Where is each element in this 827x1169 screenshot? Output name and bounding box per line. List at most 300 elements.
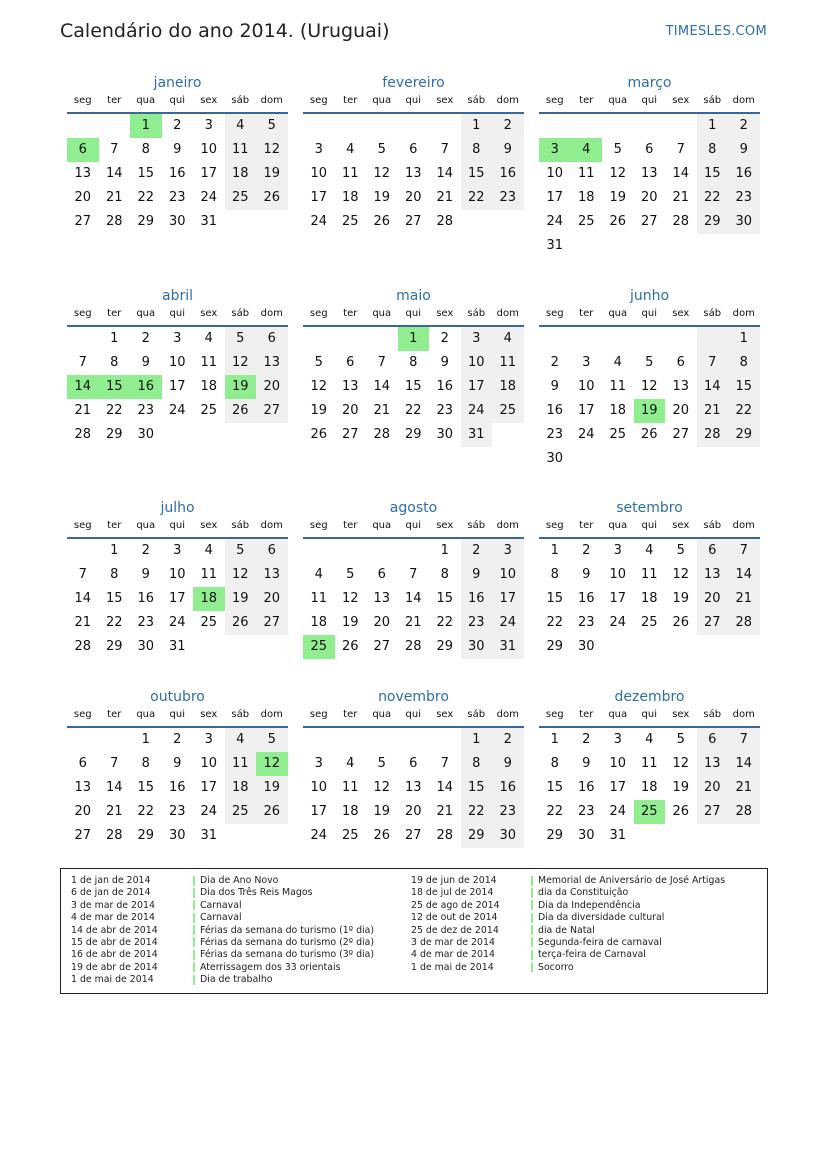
day-cell: 1 bbox=[141, 732, 150, 747]
weekday-label: seg bbox=[309, 95, 328, 106]
day-cell: 12 bbox=[609, 166, 627, 181]
month-abril bbox=[67, 285, 288, 447]
weekday-label: sex bbox=[200, 95, 218, 106]
weekday-label: ter bbox=[107, 709, 122, 720]
month-maio bbox=[303, 285, 524, 447]
legend-holiday-name: Férias da semana do turismo (1º dia) bbox=[193, 925, 374, 937]
month-junho bbox=[539, 285, 760, 471]
day-cell: 31 bbox=[200, 214, 218, 229]
day-cell: 8 bbox=[461, 138, 493, 162]
day-cell: 27 bbox=[672, 427, 690, 442]
weekday-label: seg bbox=[73, 308, 92, 319]
weekday-label: dom bbox=[496, 709, 519, 720]
day-cell: 18 bbox=[341, 804, 359, 819]
day-cell: 26 bbox=[672, 804, 690, 819]
day-cell: 5 bbox=[346, 567, 355, 582]
holiday-marker bbox=[531, 900, 533, 910]
empty-cell bbox=[634, 327, 666, 351]
day-cell: 5 bbox=[225, 539, 257, 563]
day-cell: 8 bbox=[110, 567, 119, 582]
day-cell: 25 bbox=[200, 403, 218, 418]
weekday-label: ter bbox=[579, 308, 594, 319]
day-cell: 12 bbox=[672, 567, 690, 582]
day-cell: 2 bbox=[550, 355, 559, 370]
day-cell: 11 bbox=[640, 756, 658, 771]
day-cell: 5 bbox=[676, 732, 685, 747]
day-cell: 25 bbox=[492, 399, 524, 423]
holiday-day: 16 bbox=[130, 375, 162, 399]
day-cell: 13 bbox=[697, 563, 729, 587]
day-cell: 22 bbox=[697, 186, 729, 210]
month-name: março bbox=[627, 75, 672, 91]
holiday-day: 18 bbox=[193, 587, 225, 611]
day-cell: 6 bbox=[256, 539, 288, 563]
day-cell: 24 bbox=[310, 214, 328, 229]
day-grid bbox=[67, 327, 288, 447]
weekday-label: qui bbox=[169, 520, 185, 531]
day-cell: 27 bbox=[341, 427, 359, 442]
day-cell: 22 bbox=[461, 800, 493, 824]
weekday-label: sex bbox=[672, 95, 690, 106]
day-cell: 3 bbox=[613, 732, 622, 747]
day-cell: 22 bbox=[461, 186, 493, 210]
day-cell: 15 bbox=[697, 162, 729, 186]
holiday-marker bbox=[193, 937, 195, 947]
weekday-label: sáb bbox=[231, 709, 250, 720]
day-cell: 7 bbox=[440, 142, 449, 157]
weekday-label: dom bbox=[732, 308, 755, 319]
day-cell: 20 bbox=[373, 615, 391, 630]
day-cell: 13 bbox=[404, 780, 422, 795]
day-cell: 10 bbox=[609, 567, 627, 582]
weekday-label: sex bbox=[436, 520, 454, 531]
weekday-label: sex bbox=[436, 709, 454, 720]
day-cell: 20 bbox=[404, 190, 422, 205]
day-cell: 17 bbox=[609, 780, 627, 795]
legend-date: 16 de abr de 2014 bbox=[71, 949, 158, 961]
day-cell: 8 bbox=[550, 567, 559, 582]
day-grid bbox=[539, 114, 760, 258]
day-cell: 26 bbox=[225, 399, 257, 423]
weekday-label: dom bbox=[496, 520, 519, 531]
day-cell: 11 bbox=[225, 752, 257, 776]
month-name: janeiro bbox=[153, 75, 202, 91]
holiday-marker bbox=[531, 962, 533, 972]
holiday-marker bbox=[193, 950, 195, 960]
day-cell: 15 bbox=[546, 780, 564, 795]
day-cell: 3 bbox=[204, 732, 213, 747]
day-cell: 17 bbox=[577, 403, 595, 418]
holiday-day: 25 bbox=[634, 800, 666, 824]
legend-holiday-name: Memorial de Aniversário de José Artigas bbox=[531, 875, 725, 887]
legend-holiday-name: Dia da Independência bbox=[531, 900, 725, 912]
day-cell: 21 bbox=[74, 615, 92, 630]
day-cell: 10 bbox=[200, 756, 218, 771]
day-cell: 7 bbox=[728, 728, 760, 752]
day-cell: 8 bbox=[728, 351, 760, 375]
day-cell: 3 bbox=[461, 327, 493, 351]
day-grid bbox=[303, 327, 524, 447]
weekday-label: seg bbox=[545, 520, 564, 531]
day-cell: 13 bbox=[74, 780, 92, 795]
day-cell: 11 bbox=[609, 379, 627, 394]
day-cell: 4 bbox=[204, 543, 213, 558]
legend-date: 3 de mar de 2014 bbox=[411, 936, 495, 948]
day-cell: 6 bbox=[256, 327, 288, 351]
weekday-label: qui bbox=[405, 520, 421, 531]
holiday-day: 19 bbox=[634, 399, 666, 423]
day-cell: 16 bbox=[577, 780, 595, 795]
day-cell: 9 bbox=[582, 756, 591, 771]
weekday-label: sex bbox=[672, 308, 690, 319]
day-cell: 13 bbox=[697, 752, 729, 776]
day-cell: 18 bbox=[640, 591, 658, 606]
holiday-marker bbox=[193, 962, 195, 972]
day-cell: 23 bbox=[577, 804, 595, 819]
weekday-label: qui bbox=[169, 308, 185, 319]
day-cell: 23 bbox=[168, 190, 186, 205]
day-cell: 16 bbox=[137, 591, 155, 606]
day-cell: 12 bbox=[640, 379, 658, 394]
day-cell: 4 bbox=[225, 114, 257, 138]
empty-cell bbox=[67, 114, 99, 138]
empty-cell bbox=[366, 539, 398, 563]
month-name: abril bbox=[161, 288, 193, 304]
weekday-label: ter bbox=[343, 520, 358, 531]
day-cell: 3 bbox=[173, 543, 182, 558]
day-cell: 15 bbox=[105, 591, 123, 606]
day-cell: 22 bbox=[728, 399, 760, 423]
month-novembro bbox=[303, 686, 524, 848]
day-cell: 14 bbox=[105, 166, 123, 181]
day-cell: 18 bbox=[225, 776, 257, 800]
day-cell: 12 bbox=[256, 138, 288, 162]
holiday-marker bbox=[193, 900, 195, 910]
empty-cell bbox=[335, 114, 367, 138]
day-cell: 17 bbox=[168, 591, 186, 606]
day-cell: 6 bbox=[377, 567, 386, 582]
holiday-marker bbox=[193, 888, 195, 898]
day-cell: 16 bbox=[546, 403, 564, 418]
day-cell: 7 bbox=[728, 539, 760, 563]
month-name: fevereiro bbox=[382, 75, 445, 91]
day-cell: 15 bbox=[728, 375, 760, 399]
day-cell: 16 bbox=[168, 166, 186, 181]
day-cell: 19 bbox=[341, 615, 359, 630]
day-cell: 3 bbox=[492, 539, 524, 563]
legend-holiday-name: terça-feira de Carnaval bbox=[531, 949, 725, 961]
weekday-label: sáb bbox=[231, 520, 250, 531]
weekday-label: dom bbox=[496, 95, 519, 106]
month-name: dezembro bbox=[614, 689, 685, 705]
day-cell: 13 bbox=[341, 379, 359, 394]
legend-holiday-name: Segunda-feira de carnaval bbox=[531, 937, 725, 949]
empty-cell bbox=[665, 114, 697, 138]
day-cell: 15 bbox=[137, 166, 155, 181]
weekday-label: dom bbox=[496, 308, 519, 319]
day-cell: 9 bbox=[141, 355, 150, 370]
day-cell: 24 bbox=[200, 804, 218, 819]
weekday-label: dom bbox=[732, 709, 755, 720]
day-cell: 18 bbox=[609, 403, 627, 418]
weekday-label: ter bbox=[343, 95, 358, 106]
day-cell: 27 bbox=[74, 214, 92, 229]
day-cell: 30 bbox=[137, 427, 155, 442]
weekday-label: sex bbox=[436, 308, 454, 319]
day-cell: 28 bbox=[74, 427, 92, 442]
weekday-header bbox=[303, 708, 524, 728]
day-cell: 5 bbox=[676, 543, 685, 558]
day-cell: 14 bbox=[105, 780, 123, 795]
empty-cell bbox=[303, 539, 335, 563]
day-cell: 31 bbox=[492, 635, 524, 659]
day-cell: 28 bbox=[672, 214, 690, 229]
day-cell: 16 bbox=[436, 379, 454, 394]
legend-date: 19 de jun de 2014 bbox=[411, 875, 497, 886]
day-cell: 27 bbox=[404, 214, 422, 229]
empty-cell bbox=[602, 114, 634, 138]
day-cell: 24 bbox=[546, 214, 564, 229]
day-cell: 2 bbox=[582, 732, 591, 747]
day-cell: 26 bbox=[373, 214, 391, 229]
day-cell: 18 bbox=[341, 190, 359, 205]
day-cell: 8 bbox=[697, 138, 729, 162]
day-cell: 11 bbox=[492, 351, 524, 375]
weekday-label: ter bbox=[343, 308, 358, 319]
day-cell: 14 bbox=[373, 379, 391, 394]
holiday-marker bbox=[193, 913, 195, 923]
weekday-label: sáb bbox=[703, 95, 722, 106]
weekday-label: qui bbox=[169, 95, 185, 106]
day-cell: 17 bbox=[200, 166, 218, 181]
day-cell: 31 bbox=[461, 423, 493, 447]
day-cell: 10 bbox=[577, 379, 595, 394]
day-cell: 15 bbox=[404, 379, 422, 394]
weekday-label: ter bbox=[107, 95, 122, 106]
day-cell: 14 bbox=[436, 166, 454, 181]
legend-date: 25 de ago de 2014 bbox=[411, 899, 500, 911]
day-cell: 13 bbox=[373, 591, 391, 606]
day-cell: 17 bbox=[310, 190, 328, 205]
legend-date: 1 de mai de 2014 bbox=[411, 961, 494, 973]
day-cell: 29 bbox=[404, 427, 422, 442]
month-agosto bbox=[303, 497, 524, 659]
empty-cell bbox=[571, 327, 603, 351]
day-cell: 14 bbox=[436, 780, 454, 795]
empty-cell bbox=[602, 327, 634, 351]
day-cell: 5 bbox=[377, 756, 386, 771]
day-cell: 8 bbox=[550, 756, 559, 771]
weekday-label: seg bbox=[73, 709, 92, 720]
month-julho bbox=[67, 497, 288, 659]
weekday-label: qua bbox=[372, 520, 392, 531]
day-cell: 16 bbox=[492, 776, 524, 800]
weekday-label: sex bbox=[200, 308, 218, 319]
day-cell: 19 bbox=[256, 162, 288, 186]
day-cell: 22 bbox=[105, 615, 123, 630]
day-cell: 25 bbox=[609, 427, 627, 442]
day-cell: 20 bbox=[404, 804, 422, 819]
day-cell: 23 bbox=[492, 186, 524, 210]
day-cell: 31 bbox=[168, 639, 186, 654]
weekday-label: dom bbox=[732, 95, 755, 106]
day-cell: 6 bbox=[78, 756, 87, 771]
day-cell: 22 bbox=[546, 615, 564, 630]
day-cell: 9 bbox=[728, 138, 760, 162]
day-cell: 11 bbox=[200, 567, 218, 582]
day-cell: 30 bbox=[168, 828, 186, 843]
day-cell: 30 bbox=[168, 214, 186, 229]
brand-link[interactable]: TIMESLES.COM bbox=[665, 24, 767, 39]
weekday-label: qui bbox=[641, 95, 657, 106]
legend-right-dates bbox=[411, 875, 500, 974]
legend-date: 14 de abr de 2014 bbox=[71, 924, 158, 936]
legend-holiday-name: Dia de Ano Novo bbox=[193, 875, 374, 887]
holiday-marker bbox=[531, 950, 533, 960]
day-cell: 16 bbox=[492, 162, 524, 186]
day-cell: 30 bbox=[137, 639, 155, 654]
empty-cell bbox=[335, 728, 367, 752]
day-cell: 2 bbox=[141, 543, 150, 558]
day-cell: 5 bbox=[225, 327, 257, 351]
day-cell: 23 bbox=[728, 186, 760, 210]
day-cell: 5 bbox=[645, 355, 654, 370]
holiday-legend bbox=[60, 868, 768, 994]
holiday-day: 15 bbox=[99, 375, 131, 399]
empty-cell bbox=[366, 114, 398, 138]
holiday-marker bbox=[531, 925, 533, 935]
day-cell: 29 bbox=[697, 210, 729, 234]
legend-holiday-name: Socorro bbox=[531, 962, 725, 974]
holiday-day: 4 bbox=[571, 138, 603, 162]
day-cell: 6 bbox=[346, 355, 355, 370]
day-cell: 9 bbox=[550, 379, 559, 394]
day-cell: 29 bbox=[546, 828, 564, 843]
day-cell: 4 bbox=[204, 331, 213, 346]
day-cell: 10 bbox=[461, 351, 493, 375]
day-cell: 1 bbox=[550, 732, 559, 747]
day-cell: 10 bbox=[310, 780, 328, 795]
day-cell: 13 bbox=[74, 166, 92, 181]
empty-cell bbox=[398, 539, 430, 563]
legend-holiday-name: Férias da semana do turismo (2º dia) bbox=[193, 937, 374, 949]
legend-date: 18 de jul de 2014 bbox=[411, 887, 494, 899]
day-cell: 21 bbox=[105, 804, 123, 819]
day-cell: 4 bbox=[225, 728, 257, 752]
day-cell: 6 bbox=[645, 142, 654, 157]
weekday-label: dom bbox=[260, 308, 283, 319]
day-cell: 14 bbox=[728, 563, 760, 587]
day-cell: 29 bbox=[436, 639, 454, 654]
empty-cell bbox=[697, 327, 729, 351]
weekday-label: sáb bbox=[467, 709, 486, 720]
weekday-label: qua bbox=[608, 308, 628, 319]
day-cell: 1 bbox=[461, 728, 493, 752]
day-cell: 8 bbox=[409, 355, 418, 370]
legend-date: 1 de mai de 2014 bbox=[71, 974, 154, 986]
day-cell: 25 bbox=[225, 186, 257, 210]
day-cell: 11 bbox=[341, 780, 359, 795]
day-cell: 25 bbox=[225, 800, 257, 824]
day-cell: 29 bbox=[105, 427, 123, 442]
day-cell: 18 bbox=[640, 780, 658, 795]
weekday-header bbox=[539, 94, 760, 114]
weekday-header bbox=[67, 94, 288, 114]
day-cell: 27 bbox=[640, 214, 658, 229]
holiday-day: 12 bbox=[256, 752, 288, 776]
day-cell: 12 bbox=[672, 756, 690, 771]
weekday-label: qua bbox=[372, 709, 392, 720]
holiday-marker bbox=[193, 925, 195, 935]
empty-cell bbox=[67, 728, 99, 752]
day-grid bbox=[539, 728, 760, 848]
day-cell: 4 bbox=[346, 142, 355, 157]
weekday-header bbox=[539, 307, 760, 327]
day-cell: 7 bbox=[440, 756, 449, 771]
day-cell: 28 bbox=[728, 611, 760, 635]
legend-right-names bbox=[531, 875, 725, 974]
day-cell: 9 bbox=[461, 563, 493, 587]
day-cell: 7 bbox=[409, 567, 418, 582]
day-cell: 2 bbox=[492, 728, 524, 752]
weekday-label: seg bbox=[73, 95, 92, 106]
day-cell: 27 bbox=[256, 611, 288, 635]
day-cell: 27 bbox=[373, 639, 391, 654]
day-cell: 23 bbox=[546, 427, 564, 442]
weekday-header bbox=[67, 519, 288, 539]
legend-holiday-name: dia de Natal bbox=[531, 925, 725, 937]
month-name: novembro bbox=[378, 689, 449, 705]
day-cell: 14 bbox=[672, 166, 690, 181]
day-grid bbox=[303, 114, 524, 234]
weekday-label: seg bbox=[545, 95, 564, 106]
weekday-label: seg bbox=[545, 709, 564, 720]
legend-date: 25 de dez de 2014 bbox=[411, 924, 499, 936]
weekday-label: sáb bbox=[703, 520, 722, 531]
day-cell: 11 bbox=[200, 355, 218, 370]
day-cell: 6 bbox=[409, 756, 418, 771]
day-cell: 18 bbox=[200, 379, 218, 394]
day-cell: 24 bbox=[310, 828, 328, 843]
day-cell: 22 bbox=[404, 403, 422, 418]
day-cell: 27 bbox=[74, 828, 92, 843]
day-grid bbox=[539, 539, 760, 659]
month-dezembro bbox=[539, 686, 760, 848]
day-cell: 11 bbox=[341, 166, 359, 181]
holiday-day: 3 bbox=[539, 138, 571, 162]
day-cell: 11 bbox=[310, 591, 328, 606]
day-cell: 21 bbox=[74, 403, 92, 418]
day-cell: 16 bbox=[577, 591, 595, 606]
legend-holiday-name: dia da Constituição bbox=[531, 887, 725, 899]
day-cell: 19 bbox=[373, 190, 391, 205]
empty-cell bbox=[398, 728, 430, 752]
day-cell: 28 bbox=[105, 828, 123, 843]
day-cell: 5 bbox=[256, 728, 288, 752]
holiday-marker bbox=[193, 975, 195, 985]
day-cell: 29 bbox=[137, 214, 155, 229]
day-cell: 15 bbox=[461, 162, 493, 186]
day-cell: 28 bbox=[373, 427, 391, 442]
day-cell: 1 bbox=[728, 327, 760, 351]
day-cell: 12 bbox=[225, 351, 257, 375]
weekday-label: qua bbox=[136, 308, 156, 319]
month-name: setembro bbox=[616, 500, 683, 516]
day-cell: 28 bbox=[728, 800, 760, 824]
day-cell: 20 bbox=[74, 190, 92, 205]
day-cell: 8 bbox=[141, 756, 150, 771]
day-cell: 18 bbox=[310, 615, 328, 630]
